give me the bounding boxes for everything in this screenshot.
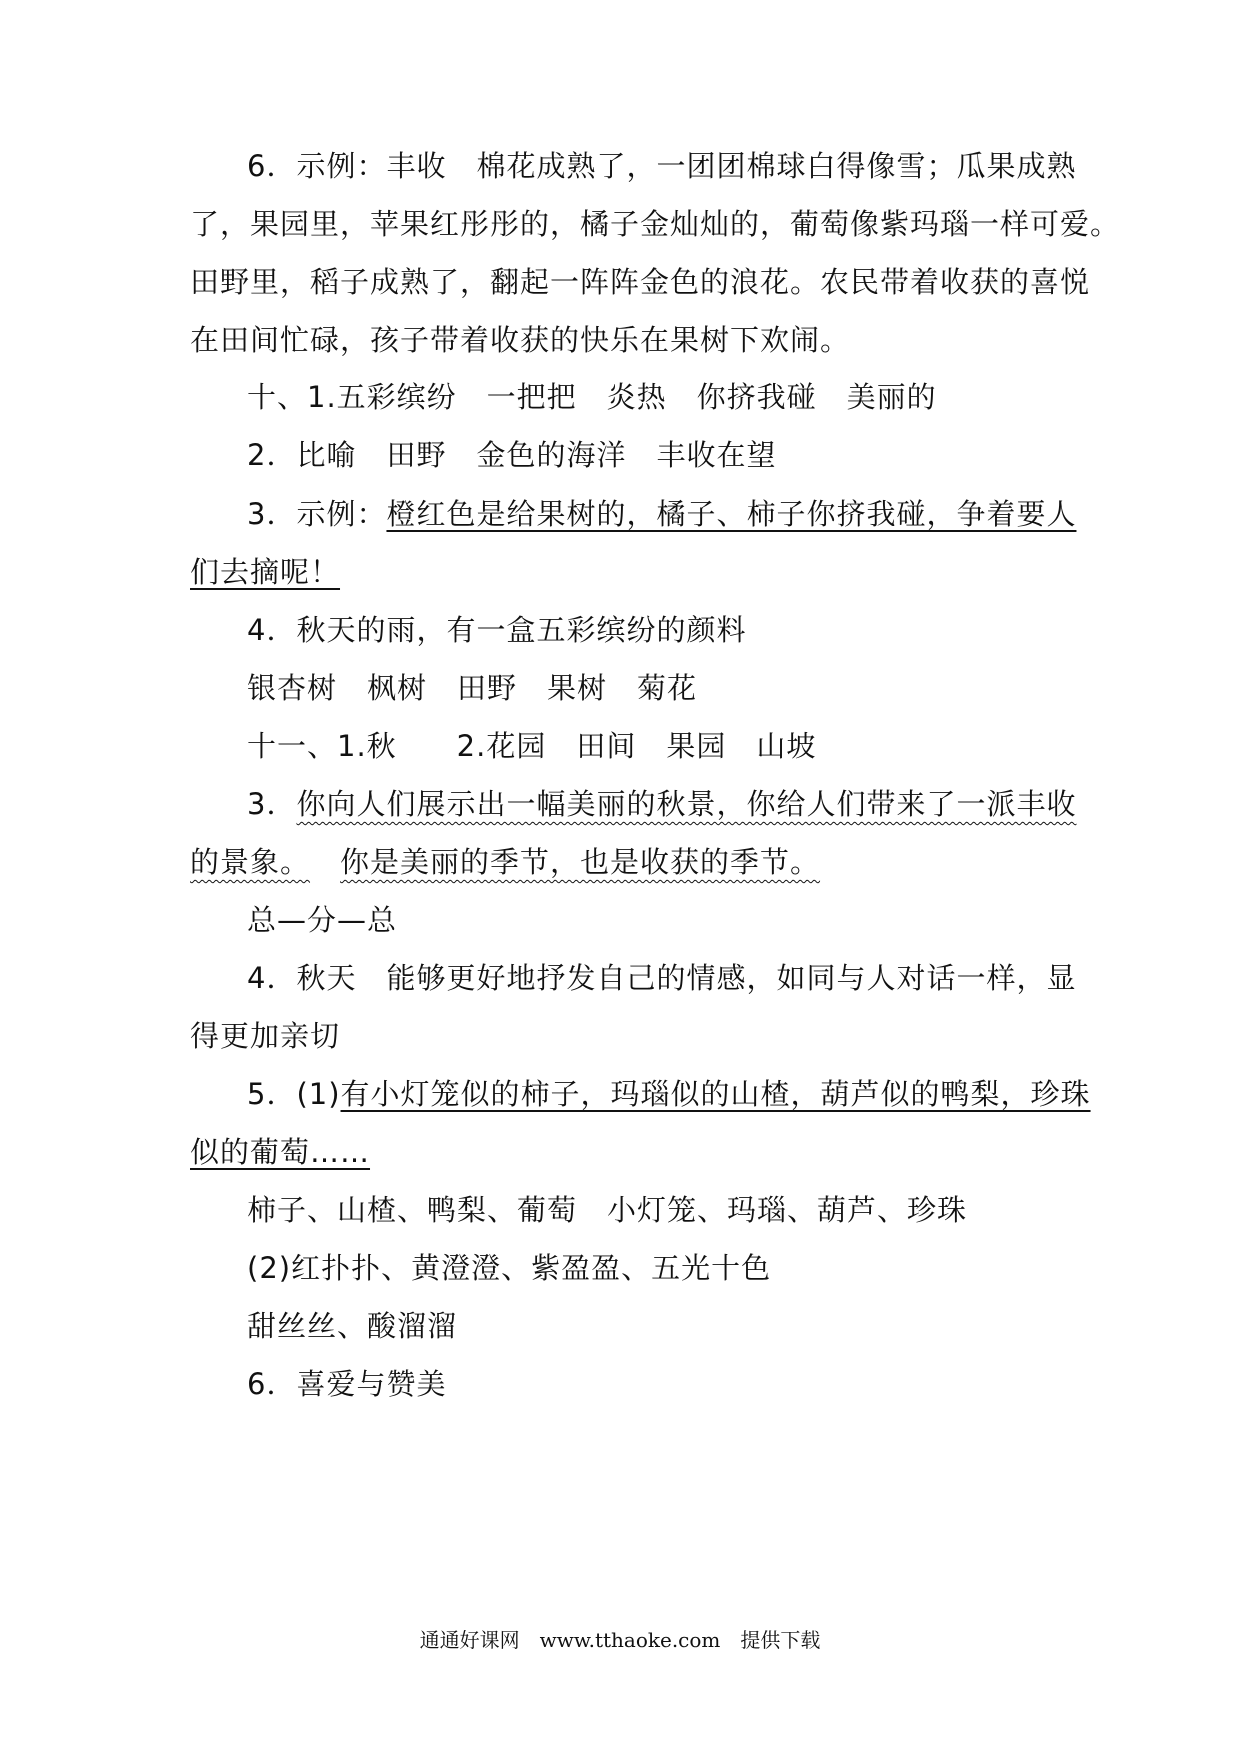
wavy-underlined-answer-2: 你是美丽的季节，也是收获的季节。 [340, 845, 821, 879]
section-ten-line-3 [247, 494, 1077, 534]
answer-line-2: 了，果园里，苹果红彤彤的，橘子金灿灿的，葡萄像紫玛瑙一样可爱。 [190, 207, 1121, 241]
line-prefix: 5．(1) [247, 1077, 341, 1111]
section-eleven-line-1 [247, 726, 1070, 766]
section-eleven-line-6: 柿子、山楂、鸭梨、葡萄 小灯笼、玛瑙、葫芦、珍珠 [247, 1193, 968, 1227]
section-eleven-line-2 [247, 784, 1077, 824]
section-eleven-line-2-cont [190, 842, 1070, 882]
underlined-answer: 有小灯笼似的柿子，玛瑙似的山楂，葫芦似的鸭梨，珍珠 [340, 1077, 1091, 1111]
underlined-answer: 橙红色是给果树的，橘子、柿子你挤我碰，争着要人 [386, 497, 1077, 531]
answer-line-3: 田野里，稻子成熟了，翻起一阵阵金色的浪花。农民带着收获的喜悦 [190, 265, 1091, 299]
structure-line: 总—分—总 [247, 903, 398, 937]
section-eleven-line-7: (2)红扑扑、黄澄澄、紫盈盈、五光十色 [247, 1251, 772, 1285]
line-prefix: 3． [247, 787, 297, 821]
section-ten-line-1: 十、1.五彩缤纷 一把把 炎热 你挤我碰 美丽的 [247, 380, 937, 414]
line-prefix: 3．示例： [247, 497, 387, 531]
section-eleven-line-5-cont [190, 1132, 1070, 1172]
underlined-answer: 们去摘呢！ [190, 555, 341, 589]
section-eleven-line-4: 4．秋天 能够更好地抒发自己的情感，如同与人对话一样，显 [247, 961, 1077, 995]
item-2: 2.花园 田间 果园 山坡 [456, 729, 817, 763]
section-eleven-line-8: 甜丝丝、酸溜溜 [247, 1309, 458, 1343]
wavy-underlined-answer: 你向人们展示出一幅美丽的秋景，你给人们带来了一派丰收 [296, 787, 1077, 821]
item-1: 十一、1.秋 [247, 729, 397, 763]
footer-credit: 通通好课网 www.tthaoke.com 提供下载 [419, 1628, 821, 1652]
section-ten-line-5: 银杏树 枫树 田野 果树 菊花 [247, 671, 698, 705]
section-eleven-line-4-cont: 得更加亲切 [190, 1019, 341, 1053]
section-ten-line-2: 2．比喻 田野 金色的海洋 丰收在望 [247, 438, 777, 472]
section-eleven-line-9: 6．喜爱与赞美 [247, 1367, 447, 1401]
answer-line-4: 在田间忙碌，孩子带着收获的快乐在果树下欢闹。 [190, 323, 851, 357]
section-ten-line-4: 4．秋天的雨，有一盒五彩缤纷的颜料 [247, 613, 747, 647]
answer-line-1: 6．示例：丰收 棉花成熟了，一团团棉球白得像雪；瓜果成熟 [247, 149, 1077, 183]
section-eleven-line-5 [247, 1074, 1091, 1114]
wavy-underlined-answer: 的景象。 [190, 845, 311, 879]
section-ten-line-3-cont [190, 552, 1070, 592]
underlined-answer: 似的葡萄…… [190, 1135, 371, 1169]
